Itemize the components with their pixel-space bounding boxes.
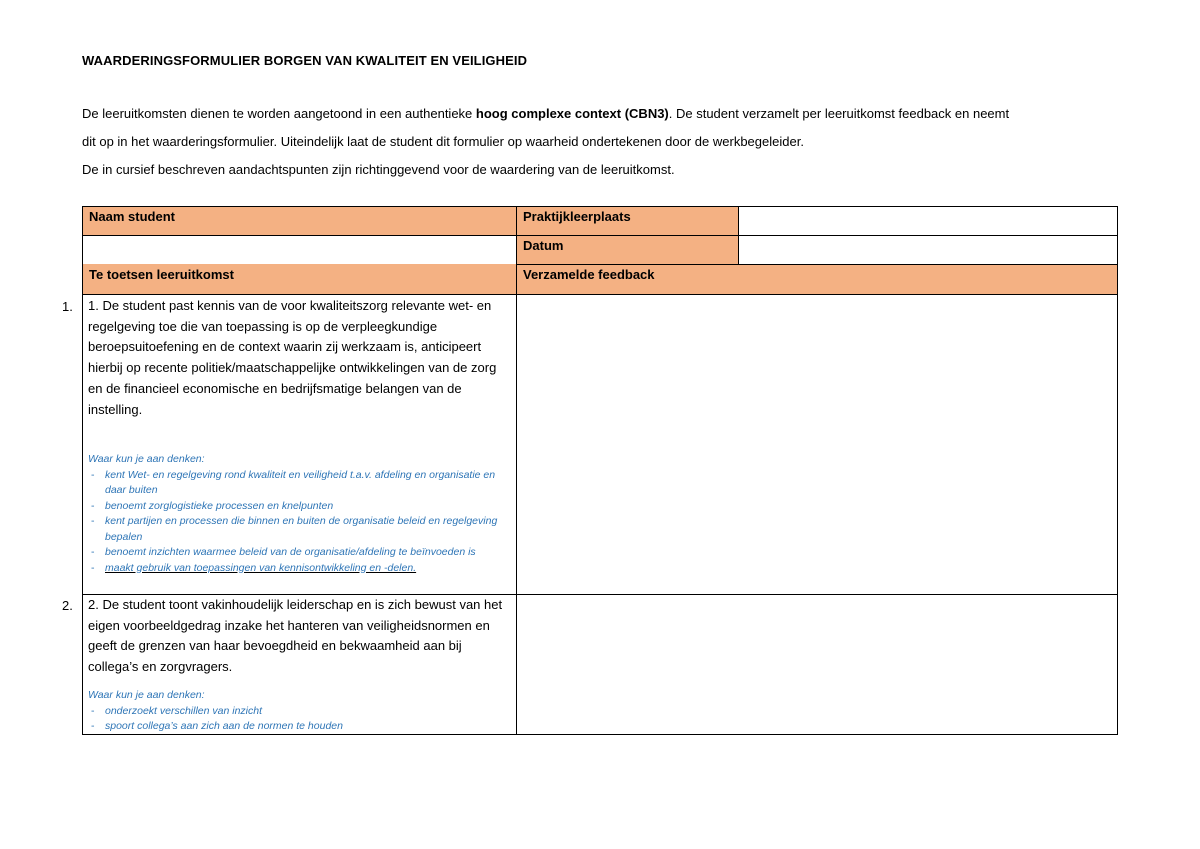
table-border xyxy=(1117,206,1118,735)
hint-title: Waar kun je aan denken: xyxy=(88,689,205,701)
row-number-2: 2. xyxy=(62,598,73,613)
hint-item: - onderzoekt verschillen van inzicht xyxy=(88,704,508,720)
table-border xyxy=(82,294,1118,295)
table-border xyxy=(516,264,1118,265)
intro-line-2: dit op in het waarderingsformulier. Uiteindelijk laat de student dit formulier op waarheid ondertekenen door de werkbegeleider. xyxy=(82,134,804,149)
hint-block-2 xyxy=(88,688,508,735)
feedback-cell-2[interactable] xyxy=(516,594,1118,735)
practice-location-label: Praktijkleerplaats xyxy=(523,209,631,224)
intro-line-1 xyxy=(82,106,1009,121)
document-title: WAARDERINGSFORMULIER BORGEN VAN KWALITEIT EN VEILIGHEID xyxy=(82,53,528,68)
student-name-value-cell[interactable] xyxy=(82,235,516,264)
practice-location-label-cell xyxy=(516,206,738,235)
hint-item: - benoemt inzichten waarmee beleid van de organisatie/afdeling te beïnvoeden is xyxy=(88,545,508,561)
student-name-label-cell xyxy=(82,206,516,235)
intro-bold-text: hoog complexe context (CBN3) xyxy=(475,106,669,121)
outcome-header-cell xyxy=(82,264,516,294)
student-name-label: Naam student xyxy=(89,209,175,224)
learning-outcome-2: 2. De student toont vakinhoudelijk leiderschap en is zich bewust van het eigen voorbeeldgedrag inzake het hanteren van veiligheidsnormen en geeft de grenzen van haar bevoegdheid en bekwaamheid aan bij collega’s en zorgvragers. xyxy=(88,597,503,675)
feedback-cell-1[interactable] xyxy=(516,294,1118,594)
table-border xyxy=(738,206,739,264)
date-label: Datum xyxy=(523,238,564,253)
intro-text: . De student verzamelt per leeruitkomst feedback en neemt xyxy=(668,106,1010,121)
intro-line-3: De in cursief beschreven aandachtspunten zijn richtinggevend voor de waardering van de leeruitkomst. xyxy=(82,162,675,177)
outcome-header-label: Te toetsen leeruitkomst xyxy=(89,267,234,282)
feedback-header-cell xyxy=(516,264,1118,294)
hint-item: - maakt gebruik van toepassingen van kennisontwikkeling en -delen. xyxy=(88,561,508,577)
hint-list xyxy=(88,704,508,735)
table-border xyxy=(82,206,83,735)
date-label-cell xyxy=(516,235,738,264)
table-border xyxy=(82,235,1118,236)
hint-item: - spoort collega’s aan zich aan de normen te houden xyxy=(88,719,508,735)
hint-item: - kent partijen en processen die binnen en buiten de organisatie beleid en regelgeving bepalen xyxy=(88,514,508,545)
date-value-cell[interactable] xyxy=(738,235,1118,264)
row-number-1: 1. xyxy=(62,299,73,314)
hint-block-1 xyxy=(88,452,508,576)
feedback-header-label: Verzamelde feedback xyxy=(523,267,655,282)
practice-location-value-cell[interactable] xyxy=(738,206,1118,235)
hint-title: Waar kun je aan denken: xyxy=(88,453,205,465)
table-border xyxy=(82,206,1118,207)
learning-outcome-1: 1. De student past kennis van de voor kwaliteitszorg relevante wet- en regelgeving toe die van toepassing is op de verpleegkundige beroepsuitoefening en de context waarin zij werkzaam is, anticipeert hierbij op recente politiek/maatschappelijke ontwikkelingen van de zorg en de financieel economische en bedrijfsmatige belangen van de instelling. xyxy=(88,298,497,417)
hint-item: - kent Wet- en regelgeving rond kwaliteit en veiligheid t.a.v. afdeling en organisatie en daar buiten xyxy=(88,468,508,499)
intro-text: De leeruitkomsten dienen te worden aangetoond in een authentieke xyxy=(82,106,476,121)
table-border xyxy=(516,206,517,735)
hint-list xyxy=(88,468,508,577)
hint-item: - benoemt zorglogistieke processen en knelpunten xyxy=(88,499,508,515)
